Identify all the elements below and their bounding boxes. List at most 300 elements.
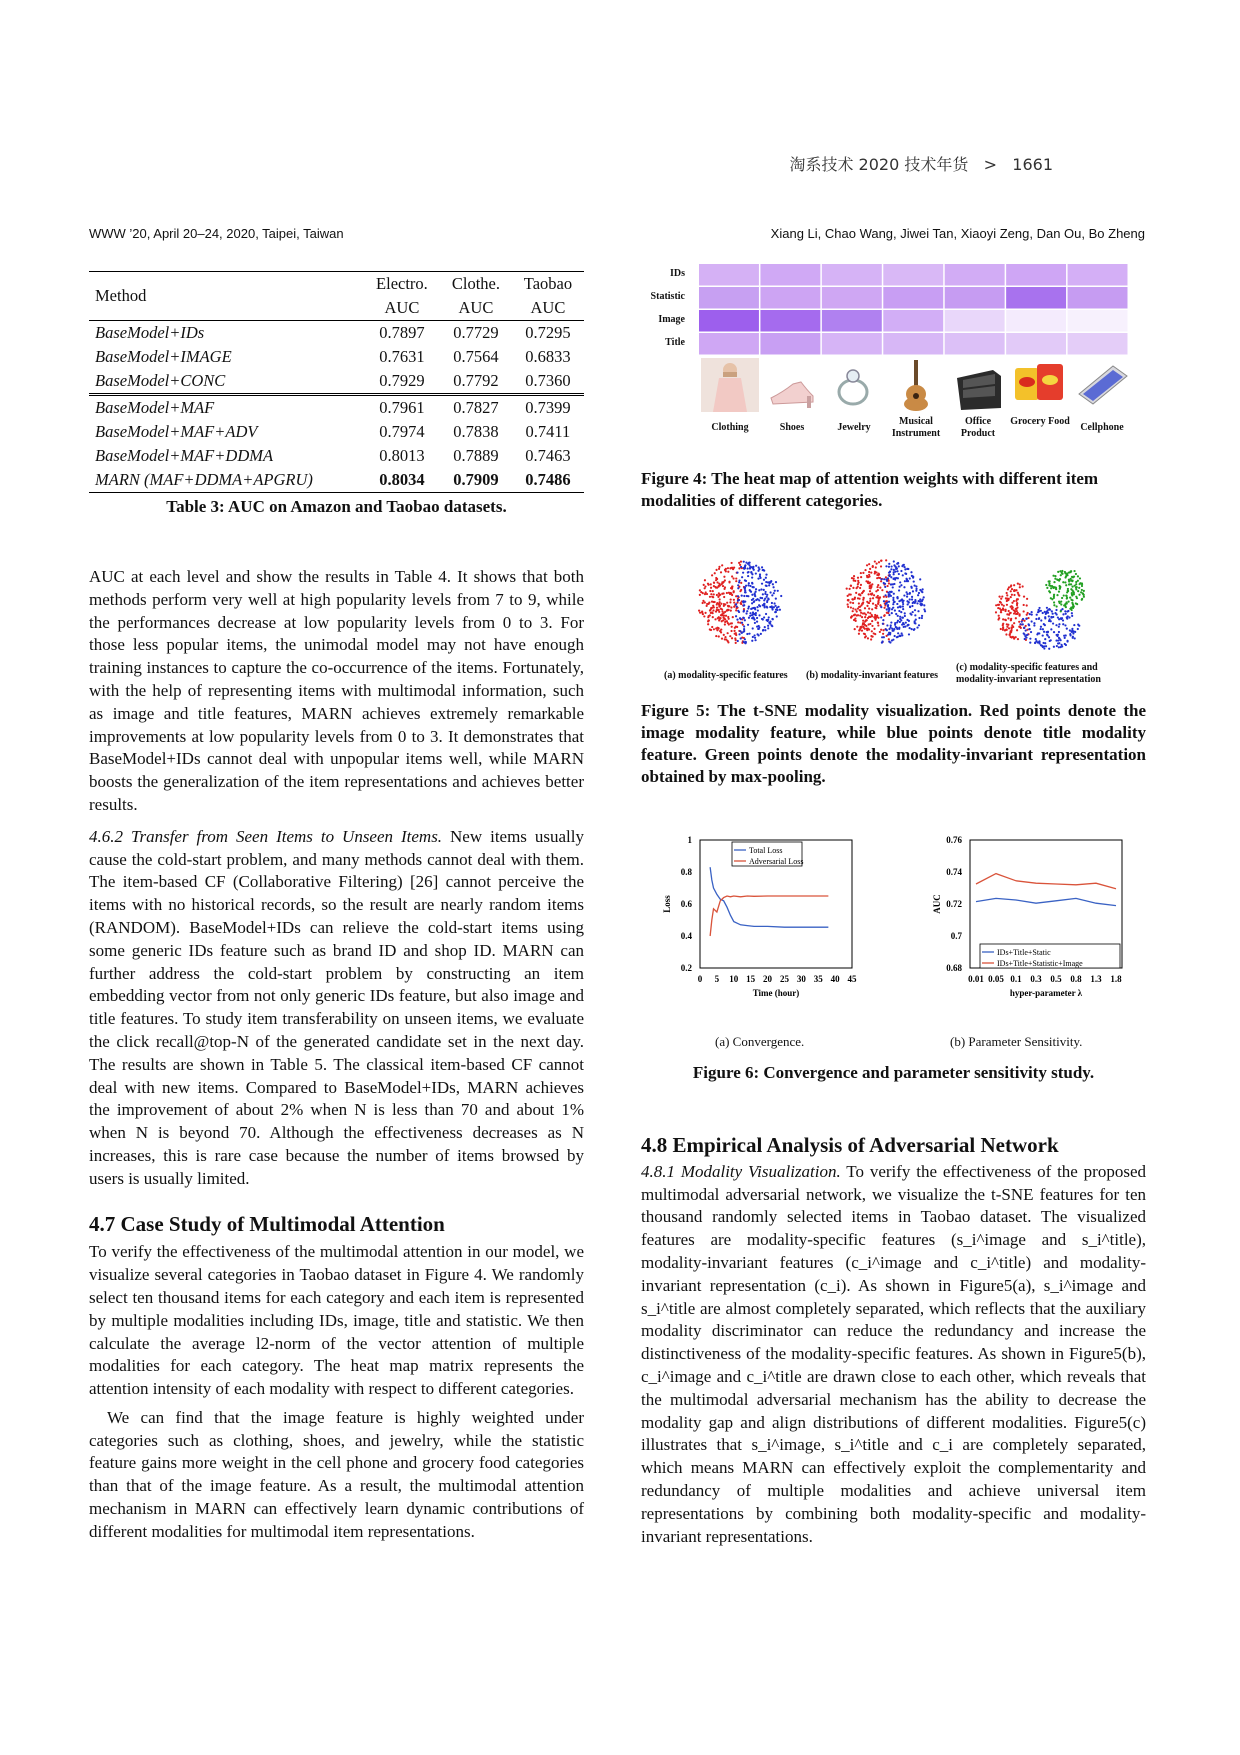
tsne-point <box>912 611 914 613</box>
tsne-point <box>1042 634 1044 636</box>
tsne-point <box>874 617 876 619</box>
series-line <box>976 898 1116 905</box>
tsne-point <box>1019 623 1021 625</box>
tsne-point <box>740 603 742 605</box>
tsne-point <box>894 635 896 637</box>
tsne-point <box>1042 628 1044 630</box>
tsne-point <box>900 611 902 613</box>
tsne-point <box>1028 628 1030 630</box>
tsne-point <box>713 628 715 630</box>
tsne-point <box>708 602 710 604</box>
tsne-point <box>1053 581 1055 583</box>
tsne-point <box>716 603 718 605</box>
tsne-point <box>914 599 916 601</box>
table-cell: 0.7463 <box>525 446 571 465</box>
tsne-point <box>911 596 913 598</box>
tsne-point <box>1034 642 1036 644</box>
tsne-point <box>888 566 890 568</box>
tsne-point <box>854 628 856 630</box>
tsne-point <box>1006 600 1008 602</box>
tsne-point <box>895 626 897 628</box>
tsne-point <box>1042 612 1044 614</box>
right-column <box>641 1134 1146 1548</box>
tsne-point <box>1071 615 1073 617</box>
tsne-point <box>857 607 859 609</box>
tsne-point <box>721 637 723 639</box>
x-tick-label: 0.01 <box>968 974 984 984</box>
tsne-point <box>901 632 903 634</box>
tsne-point <box>1027 623 1029 625</box>
figure-4-caption: Figure 4: The heat map of attention weights with different item modalities of different categories. <box>641 469 1099 510</box>
tsne-point <box>903 586 905 588</box>
tsne-point <box>754 639 756 641</box>
tsne-point <box>757 577 759 579</box>
tsne-point <box>1064 624 1066 626</box>
tsne-point <box>858 602 860 604</box>
tsne-point <box>864 569 866 571</box>
tsne-point <box>736 572 738 574</box>
tsne-point <box>1035 618 1037 620</box>
heatmap-cell <box>699 310 759 332</box>
figure-5a-subcaption: (a) modality-specific features <box>664 670 788 681</box>
tsne-point <box>886 585 888 587</box>
tsne-point <box>1019 583 1021 585</box>
tsne-point <box>1026 618 1028 620</box>
tsne-point <box>1043 647 1045 649</box>
tsne-point <box>868 563 870 565</box>
tsne-point <box>866 564 868 566</box>
tsne-point <box>709 590 711 592</box>
table-cell: 0.7909 <box>440 468 512 493</box>
tsne-point <box>759 577 761 579</box>
heatmap-category-label: Musical Instrument <box>891 416 941 439</box>
table-row <box>89 321 584 346</box>
tsne-point <box>1046 607 1048 609</box>
tsne-point <box>1012 636 1014 638</box>
tsne-point <box>1013 622 1015 624</box>
tsne-point <box>1077 628 1079 630</box>
tsne-point <box>765 574 767 576</box>
tsne-point <box>908 620 910 622</box>
tsne-point <box>876 586 878 588</box>
tsne-point <box>1010 596 1012 598</box>
tsne-point <box>718 592 720 594</box>
tsne-point <box>902 608 904 610</box>
tsne-point <box>1071 629 1073 631</box>
tsne-point <box>1058 626 1060 628</box>
tsne-point <box>879 587 881 589</box>
office-product-thumbnail-icon <box>949 358 1007 412</box>
tsne-point <box>882 623 884 625</box>
tsne-point <box>1066 597 1068 599</box>
tsne-point <box>923 596 925 598</box>
tsne-point <box>879 596 881 598</box>
tsne-point <box>865 619 867 621</box>
tsne-point <box>890 576 892 578</box>
tsne-point <box>866 601 868 603</box>
tsne-point <box>869 616 871 618</box>
tsne-point <box>876 616 878 618</box>
tsne-point <box>738 633 740 635</box>
tsne-point <box>1005 609 1007 611</box>
tsne-point <box>897 636 899 638</box>
tsne-point <box>880 616 882 618</box>
tsne-point <box>1040 628 1042 630</box>
tsne-point <box>754 637 756 639</box>
tsne-point <box>722 619 724 621</box>
x-tick-label: 5 <box>714 974 720 984</box>
tsne-point <box>722 585 724 587</box>
tsne-point <box>880 578 882 580</box>
tsne-point <box>1050 587 1052 589</box>
tsne-point <box>900 584 902 586</box>
tsne-point <box>1014 611 1016 613</box>
tsne-point <box>858 629 860 631</box>
tsne-point <box>739 630 741 632</box>
heatmap-cell <box>1006 264 1066 286</box>
table-cell: BaseModel+MAF+ADV <box>95 422 258 441</box>
figure-5c-subcaption: (c) modality-specific features and modality-invariant representation <box>956 662 1101 685</box>
tsne-point <box>856 610 858 612</box>
figure-6b-sensitivity-chart <box>928 832 1148 1020</box>
tsne-point <box>875 604 877 606</box>
x-tick-label: 45 <box>847 974 857 984</box>
table-cell: BaseModel+IMAGE <box>95 347 232 366</box>
tsne-point <box>1069 634 1071 636</box>
tsne-point <box>858 598 860 600</box>
tsne-point <box>1010 590 1012 592</box>
tsne-point <box>883 600 885 602</box>
tsne-point <box>1060 610 1062 612</box>
tsne-point <box>889 632 891 634</box>
tsne-point <box>727 571 729 573</box>
tsne-point <box>867 617 869 619</box>
tsne-point <box>869 568 871 570</box>
tsne-point <box>867 637 869 639</box>
tsne-point <box>1040 626 1042 628</box>
tsne-point <box>773 606 775 608</box>
tsne-point <box>857 581 859 583</box>
tsne-point <box>752 598 754 600</box>
subsection-title: 4.6.2 Transfer from Seen Items to Unseen Items. <box>89 826 443 846</box>
tsne-point <box>702 613 704 615</box>
tsne-point <box>889 626 891 628</box>
tsne-point <box>703 584 705 586</box>
tsne-point <box>919 578 921 580</box>
tsne-point <box>1015 608 1017 610</box>
section-4-8-title: 4.8 Empirical Analysis of Adversarial Network <box>641 1133 1059 1157</box>
tsne-point <box>1018 615 1020 617</box>
tsne-point <box>889 574 891 576</box>
tsne-point <box>917 594 919 596</box>
tsne-point <box>865 580 867 582</box>
heatmap-cell <box>1006 287 1066 309</box>
tsne-point <box>735 580 737 582</box>
tsne-point <box>1083 596 1085 598</box>
tsne-point <box>1005 597 1007 599</box>
tsne-point <box>737 610 739 612</box>
tsne-point <box>1001 603 1003 605</box>
tsne-point <box>1017 583 1019 585</box>
table-cell: 0.7360 <box>525 371 571 390</box>
tsne-point <box>764 591 766 593</box>
tsne-point <box>1062 619 1064 621</box>
tsne-point <box>727 632 729 634</box>
tsne-point <box>757 609 759 611</box>
tsne-point <box>704 593 706 595</box>
tsne-point <box>883 607 885 609</box>
tsne-point <box>754 613 756 615</box>
tsne-point <box>761 566 763 568</box>
tsne-point <box>1065 613 1067 615</box>
tsne-point <box>1002 629 1004 631</box>
tsne-point <box>743 567 745 569</box>
tsne-point <box>744 642 746 644</box>
tsne-point <box>859 615 861 617</box>
heatmap-cell <box>760 287 820 309</box>
tsne-point <box>720 571 722 573</box>
tsne-point <box>867 593 869 595</box>
tsne-point <box>1005 619 1007 621</box>
figure-6a-convergence-chart <box>660 832 880 1020</box>
tsne-point <box>921 617 923 619</box>
tsne-point <box>1002 626 1004 628</box>
tsne-point <box>758 625 760 627</box>
tsne-point <box>1000 609 1002 611</box>
tsne-point <box>1006 626 1008 628</box>
tsne-point <box>852 610 854 612</box>
figure-4-heatmap <box>635 262 1145 452</box>
table-head-col: Taobao <box>512 272 584 297</box>
tsne-point <box>1071 594 1073 596</box>
tsne-point <box>729 567 731 569</box>
tsne-point <box>881 589 883 591</box>
table-cell: 0.8013 <box>379 446 425 465</box>
tsne-point <box>859 587 861 589</box>
tsne-point <box>998 615 1000 617</box>
category-thumbnails <box>699 358 1129 416</box>
table-cell: 0.7792 <box>453 371 499 390</box>
tsne-point <box>1036 614 1038 616</box>
x-tick-label: 40 <box>830 974 840 984</box>
tsne-point <box>1075 573 1077 575</box>
tsne-point <box>909 577 911 579</box>
tsne-point <box>1065 606 1067 608</box>
tsne-point <box>737 584 739 586</box>
tsne-point <box>1074 637 1076 639</box>
tsne-point <box>731 562 733 564</box>
tsne-point <box>853 619 855 621</box>
table-head-col: AUC <box>384 298 420 317</box>
tsne-point <box>1023 610 1025 612</box>
tsne-point <box>923 604 925 606</box>
tsne-point <box>710 629 712 631</box>
tsne-point <box>904 626 906 628</box>
tsne-point <box>1077 590 1079 592</box>
tsne-point <box>764 598 766 600</box>
tsne-point <box>1026 598 1028 600</box>
tsne-point <box>763 616 765 618</box>
tsne-point <box>733 630 735 632</box>
tsne-point <box>899 616 901 618</box>
tsne-point <box>769 620 771 622</box>
tsne-point <box>902 617 904 619</box>
tsne-point <box>719 630 721 632</box>
table-cell: BaseModel+MAF+DDMA <box>95 446 274 465</box>
tsne-point <box>1075 602 1077 604</box>
tsne-point <box>1048 648 1050 650</box>
tsne-point <box>751 594 753 596</box>
tsne-point <box>1029 642 1031 644</box>
heatmap-cell <box>1006 333 1066 355</box>
tsne-point <box>710 593 712 595</box>
tsne-point <box>723 614 725 616</box>
tsne-point <box>892 639 894 641</box>
tsne-point <box>852 598 854 600</box>
tsne-point <box>707 623 709 625</box>
tsne-point <box>898 573 900 575</box>
tsne-point <box>741 595 743 597</box>
tsne-point <box>718 635 720 637</box>
guitar-thumbnail-icon <box>887 358 945 412</box>
tsne-point <box>1061 573 1063 575</box>
tsne-point <box>893 564 895 566</box>
tsne-point <box>733 567 735 569</box>
tsne-point <box>914 614 916 616</box>
tsne-point <box>1016 629 1018 631</box>
tsne-point <box>1056 635 1058 637</box>
tsne-point <box>772 586 774 588</box>
tsne-point <box>1000 602 1002 604</box>
tsne-point <box>735 577 737 579</box>
tsne-point <box>887 591 889 593</box>
tsne-point <box>1055 624 1057 626</box>
tsne-point <box>1060 600 1062 602</box>
tsne-point <box>892 586 894 588</box>
tsne-point <box>1046 587 1048 589</box>
tsne-point <box>872 603 874 605</box>
tsne-point <box>1081 599 1083 601</box>
tsne-point <box>849 588 851 590</box>
tsne-point <box>1038 618 1040 620</box>
tsne-point <box>740 561 742 563</box>
x-tick-label: 20 <box>763 974 773 984</box>
tsne-point <box>726 620 728 622</box>
tsne-point <box>748 633 750 635</box>
tsne-point <box>762 618 764 620</box>
tsne-point <box>869 623 871 625</box>
tsne-point <box>771 605 773 607</box>
tsne-point <box>1053 631 1055 633</box>
tsne-point <box>740 589 742 591</box>
table-cell: 0.6833 <box>525 347 571 366</box>
table-cell: MARN (MAF+DDMA+APGRU) <box>89 468 364 493</box>
tsne-point <box>768 584 770 586</box>
tsne-point <box>698 610 700 612</box>
tsne-point <box>1011 588 1013 590</box>
tsne-point <box>767 627 769 629</box>
tsne-point <box>726 592 728 594</box>
tsne-point <box>759 597 761 599</box>
tsne-point <box>899 606 901 608</box>
tsne-point <box>743 641 745 643</box>
tsne-point <box>1065 644 1067 646</box>
tsne-point <box>718 566 720 568</box>
tsne-point <box>762 629 764 631</box>
tsne-point <box>725 615 727 617</box>
tsne-point <box>1054 578 1056 580</box>
x-axis-label: hyper-parameter λ <box>1009 988 1083 998</box>
tsne-point <box>890 595 892 597</box>
tsne-point <box>1024 638 1026 640</box>
tsne-point <box>883 582 885 584</box>
tsne-point <box>861 629 863 631</box>
tsne-point <box>731 575 733 577</box>
table-head-method: Method <box>89 272 364 321</box>
tsne-point <box>899 581 901 583</box>
tsne-point <box>1017 598 1019 600</box>
tsne-point <box>737 595 739 597</box>
tsne-point <box>763 579 765 581</box>
tsne-point <box>726 602 728 604</box>
tsne-point <box>1027 612 1029 614</box>
tsne-point <box>883 636 885 638</box>
tsne-point <box>876 563 878 565</box>
heatmap-cell <box>883 287 943 309</box>
tsne-point <box>1010 619 1012 621</box>
tsne-point <box>860 572 862 574</box>
tsne-point <box>735 626 737 628</box>
tsne-point <box>1015 600 1017 602</box>
tsne-point <box>773 602 775 604</box>
tsne-point <box>918 617 920 619</box>
tsne-point <box>710 612 712 614</box>
tsne-point <box>907 568 909 570</box>
tsne-point <box>735 615 737 617</box>
tsne-point <box>758 568 760 570</box>
tsne-point <box>730 630 732 632</box>
tsne-point <box>713 585 715 587</box>
tsne-point <box>883 596 885 598</box>
tsne-point <box>885 565 887 567</box>
tsne-point <box>716 578 718 580</box>
tsne-point <box>860 584 862 586</box>
tsne-point <box>712 609 714 611</box>
table-cell: 0.7295 <box>512 321 584 346</box>
tsne-point <box>713 581 715 583</box>
tsne-point <box>1006 604 1008 606</box>
tsne-point <box>728 618 730 620</box>
tsne-point <box>919 598 921 600</box>
tsne-point <box>856 626 858 628</box>
tsne-point <box>891 630 893 632</box>
tsne-point <box>759 573 761 575</box>
tsne-point <box>877 601 879 603</box>
tsne-point <box>717 596 719 598</box>
tsne-point <box>1048 615 1050 617</box>
tsne-point <box>1058 642 1060 644</box>
tsne-point <box>850 606 852 608</box>
tsne-point <box>761 583 763 585</box>
figure-5-tsne-plots <box>660 550 1130 660</box>
tsne-point <box>1033 624 1035 626</box>
tsne-point <box>745 580 747 582</box>
tsne-point <box>731 637 733 639</box>
tsne-point <box>884 586 886 588</box>
tsne-point <box>743 561 745 563</box>
tsne-point <box>875 607 877 609</box>
tsne-point <box>1018 621 1020 623</box>
